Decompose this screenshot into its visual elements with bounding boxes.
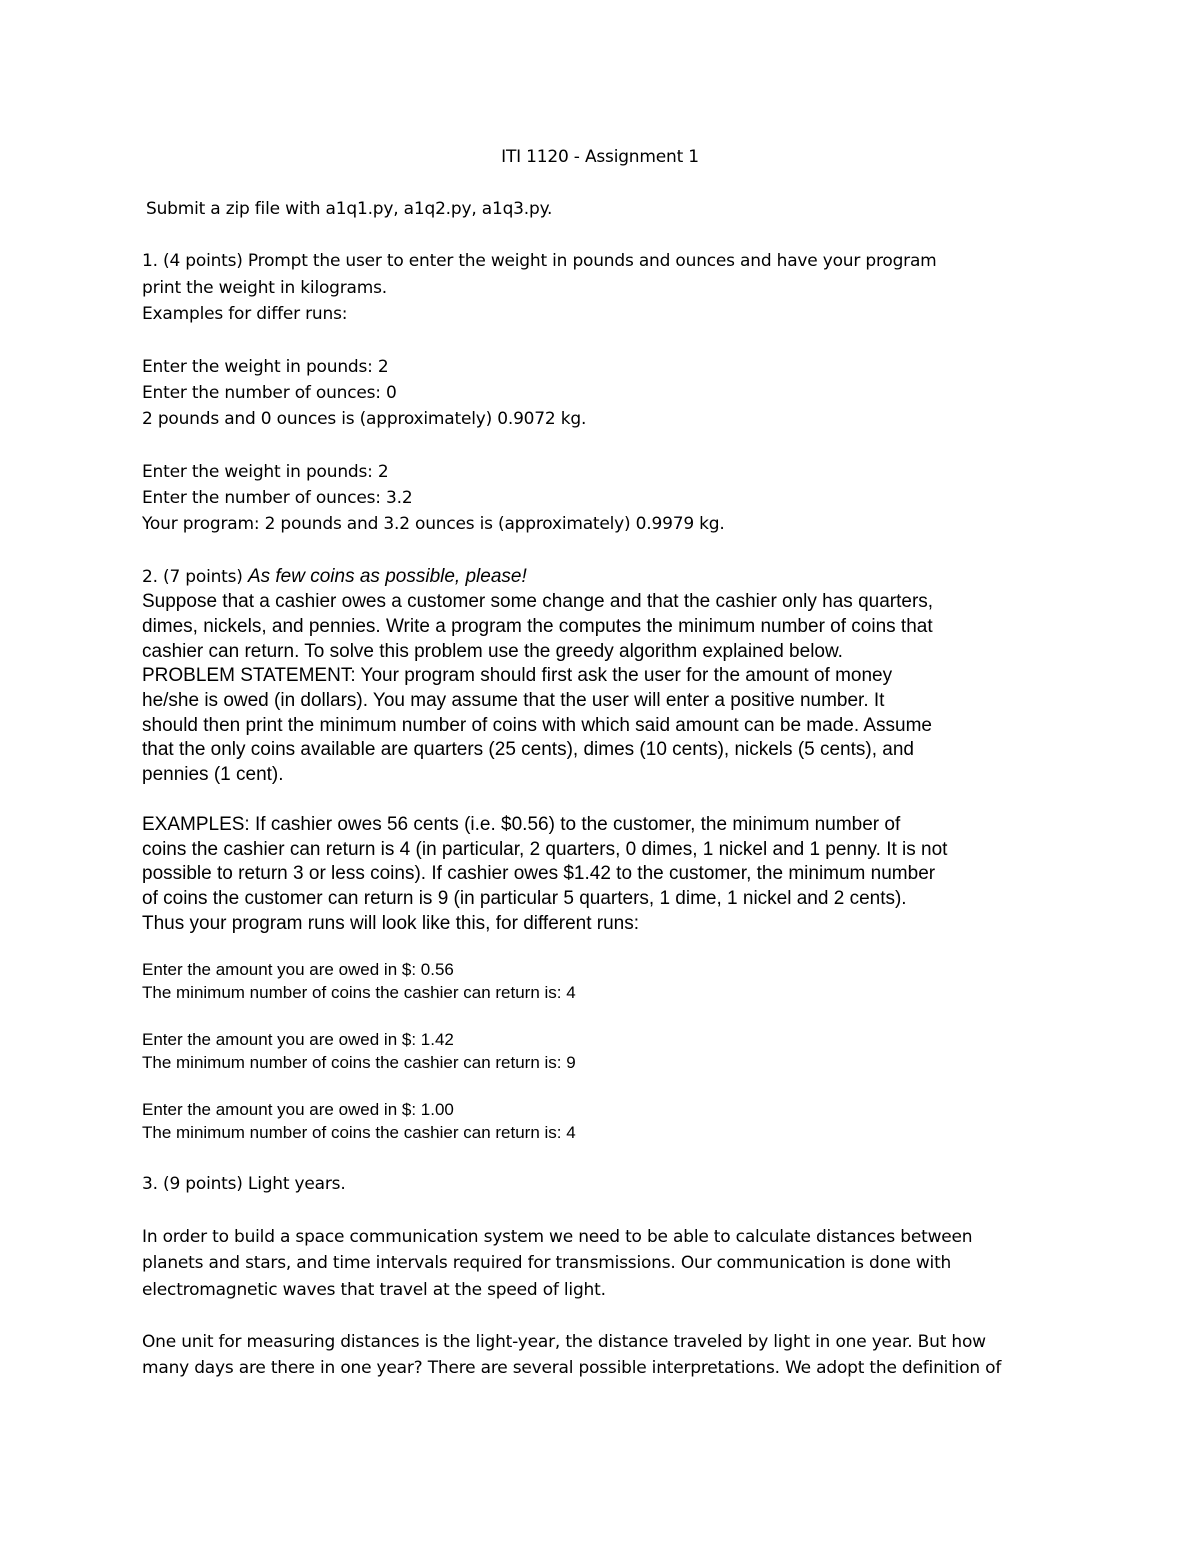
- q3-para1-line-3: electromagnetic waves that travel at the speed of light.: [142, 1280, 606, 1300]
- q2-para2-line-2: coins the cashier can return is 4 (in particular, 2 quarters, 0 dimes, 1 nickel and 1 penny. It is not: [142, 839, 948, 860]
- q3-heading: 3. (9 points) Light years.: [142, 1174, 346, 1194]
- submit-instructions: Submit a zip file with a1q1.py, a1q2.py, a1q3.py.: [146, 199, 553, 219]
- q3-para2-line-1: One unit for measuring distances is the light-year, the distance traveled by light in one year. But how: [142, 1332, 986, 1352]
- q2-run2-line-1: Enter the amount you are owed in $: 1.42: [142, 1030, 454, 1049]
- q2-run3-line-1: Enter the amount you are owed in $: 1.00: [142, 1100, 454, 1119]
- q1-run2-line-3: Your program: 2 pounds and 3.2 ounces is (approximately) 0.9979 kg.: [142, 514, 725, 534]
- q1-run1-line-3: 2 pounds and 0 ounces is (approximately) 0.9072 kg.: [142, 409, 587, 429]
- q1-run2-line-2: Enter the number of ounces: 3.2: [142, 488, 413, 508]
- q2-para1-line-4: PROBLEM STATEMENT: Your program should first ask the user for the amount of money: [142, 665, 893, 686]
- q2-para1-line-8: pennies (1 cent).: [142, 764, 284, 785]
- q2-heading-number: 2. (7 points): [142, 567, 248, 587]
- q2-para1-line-3: cashier can return. To solve this problem use the greedy algorithm explained below.: [142, 641, 843, 662]
- q2-para2-line-4: of coins the customer can return is 9 (in particular 5 quarters, 1 dime, 1 nickel and 2 cents).: [142, 888, 907, 909]
- q2-heading-title: As few coins as possible, please!: [247, 566, 527, 587]
- q3-para1-line-2: planets and stars, and time intervals required for transmissions. Our communication is done with: [142, 1253, 952, 1273]
- q3-para2-line-2: many days are there in one year? There are several possible interpretations. We adopt the definition of: [142, 1358, 1002, 1378]
- page-title: ITI 1120 - Assignment 1: [501, 147, 699, 167]
- q1-prompt-line-2: print the weight in kilograms.: [142, 278, 387, 298]
- q2-para1-line-6: should then print the minimum number of coins with which said amount can be made. Assume: [142, 715, 932, 736]
- q2-heading: [142, 565, 527, 589]
- q1-examples-label: Examples for differ runs:: [142, 304, 348, 324]
- q2-para2-line-5: Thus your program runs will look like this, for different runs:: [142, 913, 640, 934]
- q2-para1-line-2: dimes, nickels, and pennies. Write a program the computes the minimum number of coins that: [142, 616, 933, 637]
- q2-run2-line-2: The minimum number of coins the cashier can return is: 9: [142, 1053, 576, 1072]
- q2-para1-line-7: that the only coins available are quarters (25 cents), dimes (10 cents), nickels (5 cents), and: [142, 739, 914, 760]
- q2-run1-line-1: Enter the amount you are owed in $: 0.56: [142, 960, 454, 979]
- q2-para2-line-3: possible to return 3 or less coins). If cashier owes $1.42 to the customer, the minimum number: [142, 863, 936, 884]
- q2-run3-line-2: The minimum number of coins the cashier can return is: 4: [142, 1123, 576, 1142]
- q2-run1-line-2: The minimum number of coins the cashier can return is: 4: [142, 983, 576, 1002]
- q1-prompt-line-1: 1. (4 points) Prompt the user to enter the weight in pounds and ounces and have your program: [142, 251, 937, 271]
- q2-para1-line-5: he/she is owed (in dollars). You may assume that the user will enter a positive number. It: [142, 690, 885, 711]
- q1-run1-line-1: Enter the weight in pounds: 2: [142, 357, 389, 377]
- q3-para1-line-1: In order to build a space communication system we need to be able to calculate distances between: [142, 1227, 973, 1247]
- q1-run1-line-2: Enter the number of ounces: 0: [142, 383, 397, 403]
- q2-para2-line-1: EXAMPLES: If cashier owes 56 cents (i.e. $0.56) to the customer, the minimum number of: [142, 814, 901, 835]
- q2-para1-line-1: Suppose that a cashier owes a customer some change and that the cashier only has quarters,: [142, 591, 934, 612]
- q1-run2-line-1: Enter the weight in pounds: 2: [142, 462, 389, 482]
